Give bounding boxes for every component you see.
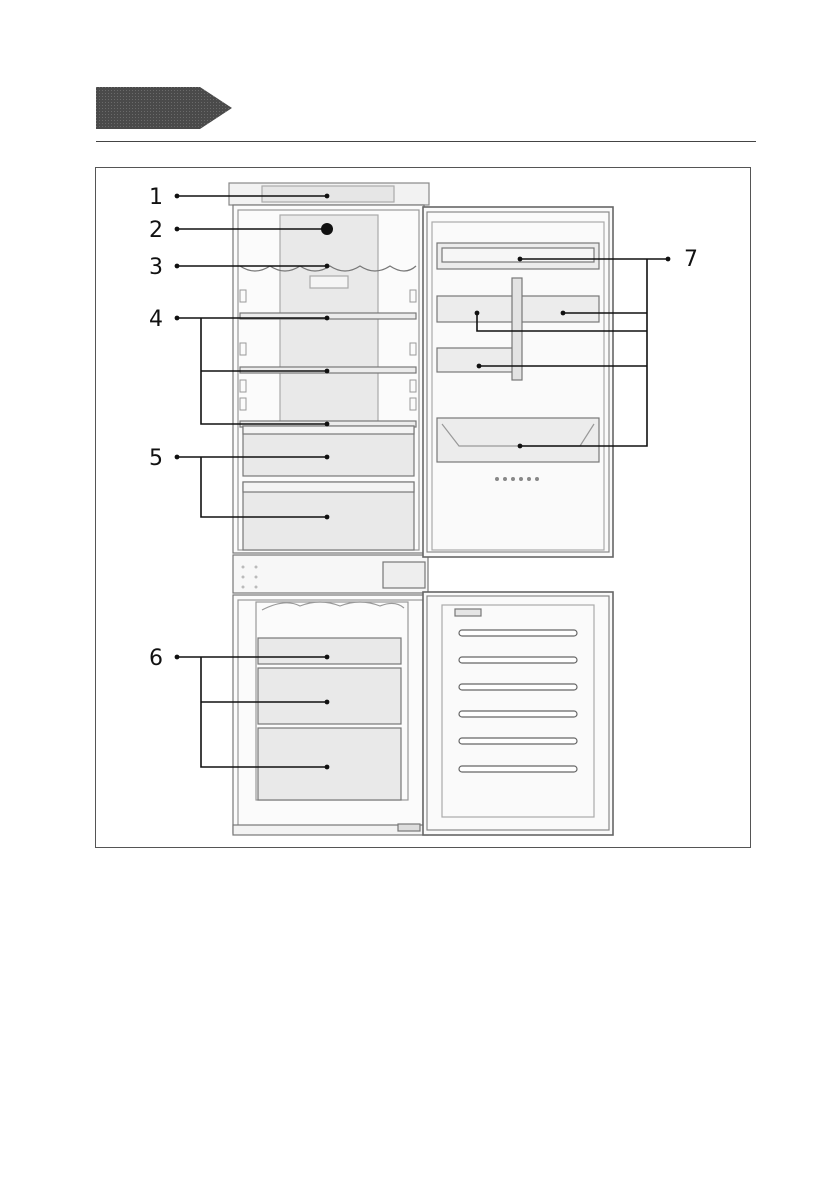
callout-number-6: 6 [149,646,163,671]
callout-number-7: 7 [684,247,698,272]
door-balcony-middle-right [521,296,599,322]
callout-number-3: 3 [149,255,163,280]
door-balcony-bottom [437,418,599,462]
freezer-cabinet [233,595,428,835]
freezer-drawer-top [258,638,401,664]
door-balcony-small [437,348,515,372]
freezer-door [423,592,613,835]
door-balcony-middle-left [437,296,515,322]
callout-number-1: 1 [149,185,163,210]
callout-number-4: 4 [149,307,163,332]
freezer-drawer-middle [258,668,401,724]
callout-number-2: 2 [149,218,163,243]
fridge-cabinet [233,205,424,553]
freezer-drawer-bottom [258,728,401,800]
callout-number-5: 5 [149,446,163,471]
light-marker [321,223,333,235]
